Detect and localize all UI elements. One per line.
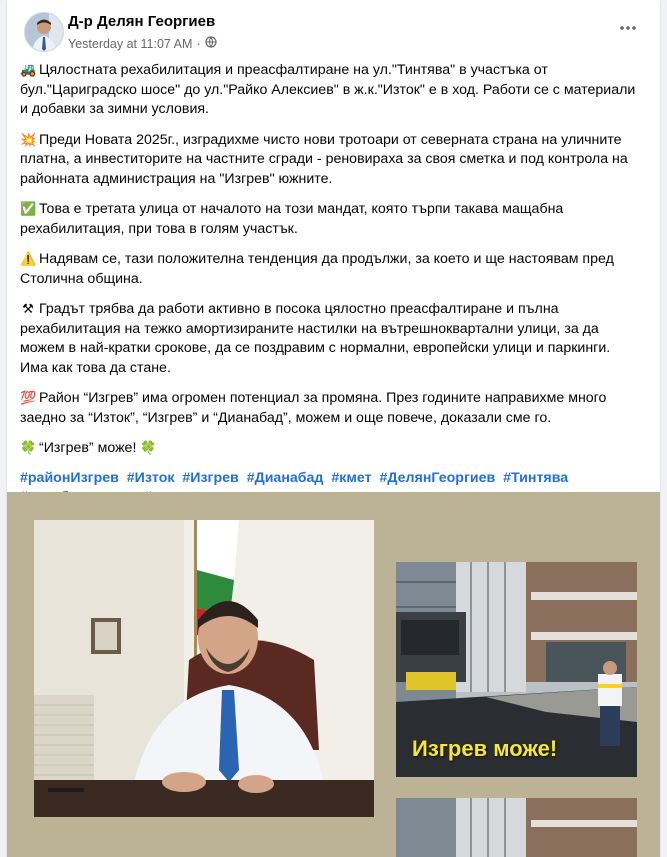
closing-line: 🍀 “Изгрев” може! 🍀 [20,440,157,456]
author-avatar[interactable] [24,12,64,52]
hashtag-link[interactable]: #Изгрев [182,469,239,486]
post-timestamp[interactable]: Yesterday at 11:07 AM [68,36,193,51]
hundred-points-icon: 💯 [20,390,37,405]
post-body [20,60,640,518]
ellipsis-icon[interactable] [616,16,640,40]
hashtag-link[interactable]: #Изток [126,469,175,486]
portrait-photo[interactable] [34,520,374,817]
post-paragraph: ⚠️ Надявам се, тази положителна тенденция да продължи, за което и ще настоявам пред Столична община. [20,251,614,287]
hashtag-link[interactable]: #ДелянГеоргиев [379,469,496,486]
overlay-caption: Изгрев може! [412,736,558,761]
hammer-pick-icon: ⚒ [22,301,34,316]
tractor-icon: 🚜 [20,62,37,77]
post-paragraph: 💯 Район “Изгрев” има огромен потенциал за промяна. През годините направихме много заедно за “Изток”, “Изгрев” и “Дианабад”, можем и още повече, доказали сме го. [20,390,607,426]
post-media[interactable] [7,492,660,857]
clover-icon: 🍀 [20,440,37,455]
collision-icon: 💥 [20,131,37,147]
clover-icon: 🍀 [140,440,157,455]
post-paragraph: 🚜 Цялостната рехабилитация и преасфалтиране на ул."Тинтява" в участъка от бул."Цариградско шосе" до ул."Райко Алексиев" в ж.к."Изток" е в ход. Работи се с материали и добавки за зимни условия. [20,62,636,117]
post-paragraph: 💥 Преди Новата 2025г., изградихме чисто нови тротоари от северната страна на уличните платна, а инвеститорите на частните сгради - реновираха за своя сметка и под контрола на районната администрация на "Изгрев" южните. [20,131,628,187]
hashtag-link[interactable]: #Дианабад [246,469,324,486]
building-photo[interactable] [396,798,637,857]
post-paragraph: ⚒ Градът трябва да работи активно в посока цялостно преасфалтиране и пълна рехабилитация на тежко амортизираните настилки на вътрешноквартални улици, за да можем в най-кратки срокове, да се поздравим с нормални, европейски улици и паркинги. Има как това да стане. [20,301,611,376]
street-work-photo[interactable] [396,562,637,777]
author-name[interactable]: Д-р Делян Георгиев [68,13,216,30]
post-header [7,0,660,58]
post-card [7,0,660,857]
globe-icon[interactable] [205,36,217,51]
post-paragraph: ✅ Това е третата улица от началото на този мандат, която търпи такава мащабна рехабилитация, при това в голям участък. [20,201,564,237]
post-meta: Yesterday at 11:07 AM · [68,36,217,51]
hashtag-link[interactable]: #Тинтява [503,469,569,486]
warning-icon: ⚠️ [20,251,37,266]
hashtag-link[interactable]: #районИзгрев [20,469,119,486]
hashtag-link[interactable]: #кмет [331,469,372,486]
check-mark-icon: ✅ [20,201,37,216]
